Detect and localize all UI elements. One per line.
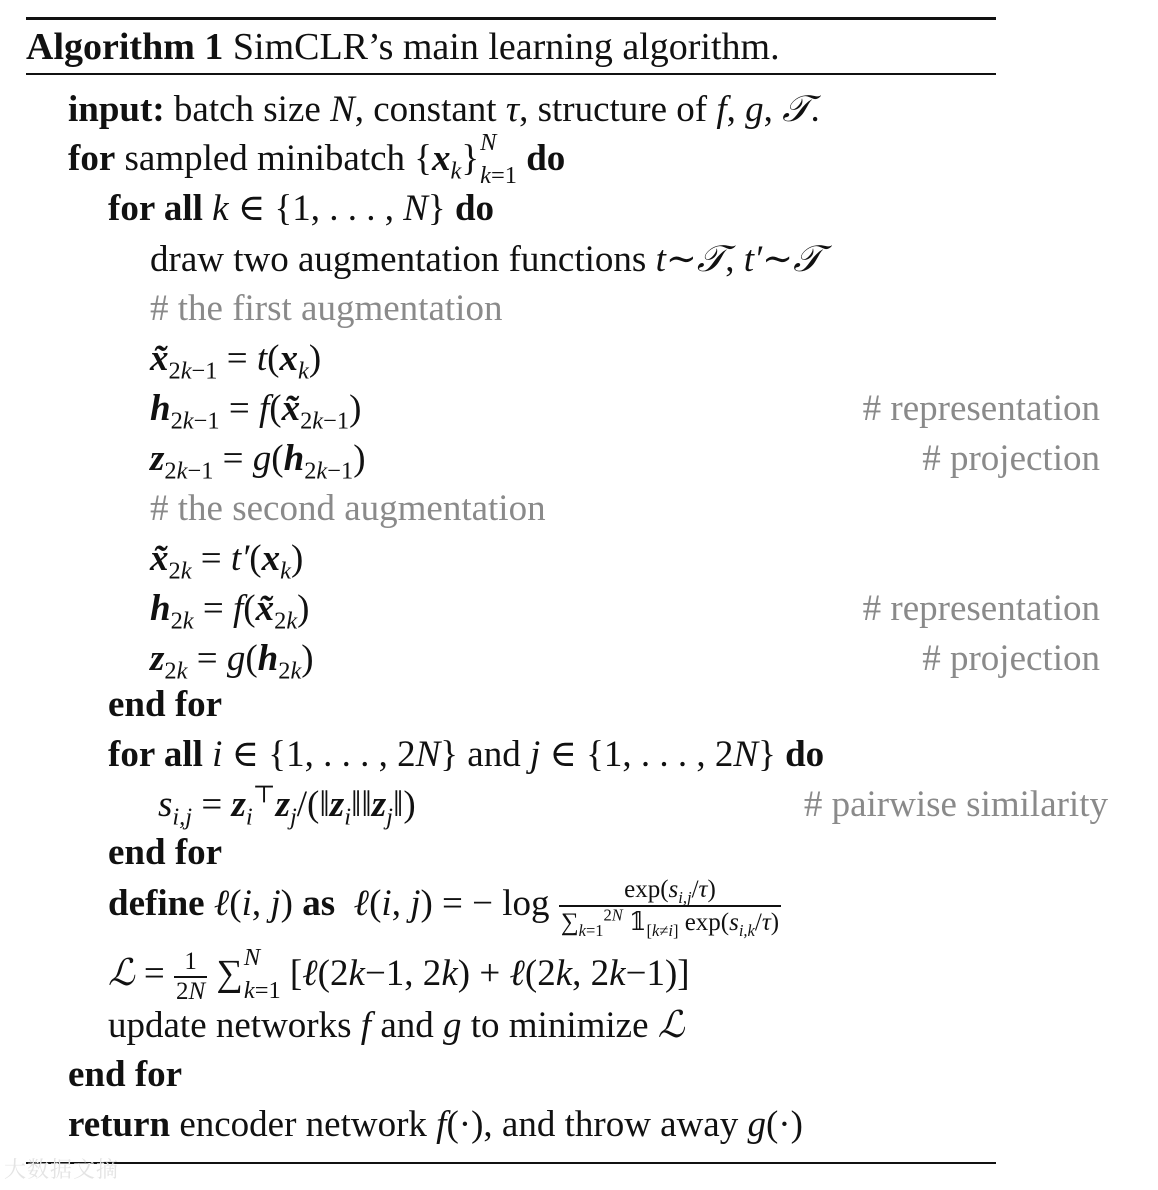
keyword-input: input:	[68, 89, 165, 130]
line-h-2k-minus-1: $h_{2k-1}$ = $f(x̃_{2k-1})$ # representation	[0, 384, 1150, 434]
line-draw-augmentations: draw two augmentation functions t∼𝒯, t′∼𝒯	[150, 237, 822, 280]
top-rule	[26, 17, 996, 20]
line-input: input: batch size N, constant τ, structure of f, g, 𝒯.	[68, 87, 820, 130]
algorithm-caption	[26, 24, 780, 70]
line-z-2k-minus-1: $z_{2k-1} = g(h_{2k-1})$ # projection	[0, 434, 1150, 484]
line-h-2k: $h_{2k}$ = $f(x̃_{2k})$ # representation	[0, 584, 1150, 634]
algorithm-title: SimCLR’s main learning algorithm.	[232, 26, 780, 68]
comment-pairwise-similarity: # pairwise similarity	[803, 784, 1108, 825]
line-end-for-outer: end for	[68, 1054, 183, 1095]
watermark: 大数据文摘	[4, 1158, 120, 1183]
comment-projection: # projection	[922, 638, 1100, 679]
line-end-for-inner-2: end for	[108, 832, 223, 873]
line-for-all-i-j: for all i ∈ {1, . . . , 2N} and j ∈ {1, . . . , 2N} do	[108, 734, 825, 775]
line-update-networks: update networks f and g to minimize ℒ	[108, 1003, 685, 1046]
bottom-rule	[26, 1162, 996, 1164]
mean-fraction: $\frac{1}{2N}$	[176, 947, 206, 1005]
caption-rule	[26, 73, 996, 75]
comment-first-augmentation: # the first augmentation	[150, 288, 503, 329]
comment-representation: # representation	[862, 588, 1100, 629]
line-x-2k-minus-1: $x̃_{2k-1} = t(x_k)$	[150, 338, 322, 385]
loss-fraction: $\frac{\exp(s_{i,j}/\tau)}{\sum_{k=1}^{2N} 𝟙_{[k\ne i]} \exp(s_{i,k}/\tau)}$	[560, 875, 780, 940]
line-for-all-k: for all k ∈ {1, . . . , N} do	[108, 188, 495, 229]
line-z-2k: $z_{2k} = g(h_{2k})$ # projection	[0, 634, 1150, 684]
line-for-minibatch: for sampled minibatch $\{x_k\}$ N k=1 do	[68, 129, 566, 189]
comment-projection: # projection	[922, 438, 1100, 479]
comment-representation: # representation	[862, 388, 1100, 429]
algorithm-label: Algorithm 1	[26, 26, 224, 68]
line-pairwise-similarity: $s_{i,j}$ = $z_i^⊤z_j/(‖z_i‖‖z_j‖)$ # pairwise similarity	[158, 781, 1108, 831]
comment-second-augmentation: # the second augmentation	[150, 488, 546, 529]
line-x-2k: $x̃_{2k} = t'(x_k)$	[150, 538, 304, 585]
line-total-loss: ℒ = $\frac{1}{2N}$ ∑ N k=1 [ℓ(2k−1, 2k) + ℓ(2k, 2k−1)]	[108, 944, 690, 1005]
line-end-for-inner-1: end for	[108, 684, 223, 725]
line-return: return encoder network f(·), and throw away g(·)	[68, 1104, 803, 1145]
line-define-loss: define ℓ(i, j) as ℓ(i, j) = − log $\frac{\exp(s_{i,j}/\tau)}{\sum_{k=1}^{2N} 𝟙_{[k\ne i]} \exp(s_{i,k}/\tau)}$	[108, 875, 780, 940]
